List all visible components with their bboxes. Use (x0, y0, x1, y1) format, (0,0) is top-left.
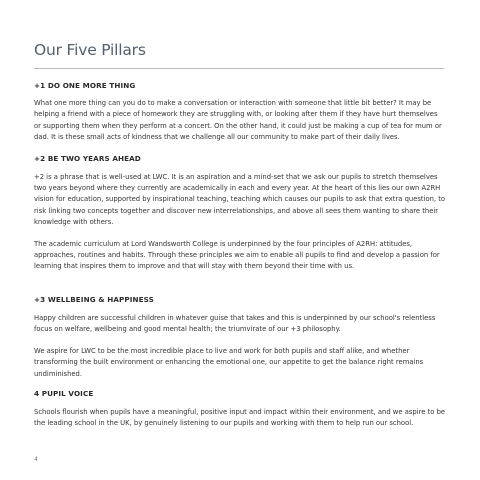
section-heading-two-years-ahead: +2 BE TWO YEARS AHEAD (34, 153, 141, 163)
section-heading-wellbeing-happiness: +3 WELLBEING & HAPPINESS (34, 294, 154, 304)
section-heading-pupil-voice: 4 PUPIL VOICE (34, 388, 94, 398)
section-paragraph: The academic curriculum at Lord Wandsworth College is underpinned by the four principles of A2RH: attitudes, approaches, routines and habits. Through these principles we aim to enable all pupils to find and develop a passion for learning that inspires them to improve and that will stay with them beyond their time with us. (34, 239, 440, 271)
page-number: 4 (34, 456, 38, 463)
section-paragraph: Schools flourish when pupils have a meaningful, positive input and impact within their environment, and we aspire to be the leading school in the UK, by genuinely listening to our pupils and working with them to help run our school. (34, 407, 446, 428)
section-heading-one-more-thing: +1 DO ONE MORE THING (34, 81, 136, 90)
section-paragraph: We aspire for LWC to be the most incredible place to live and work for both pupils and staff alike, and whether transforming the built environment or enhancing the emotional one, our appetite to get the balance right remains undiminished. (34, 346, 424, 378)
section-paragraph: +2 is a phrase that is well-used at LWC. It is an aspiration and a mind-set that we ask our pupils to stretch themselves two years beyond where they currently are academically in each and every year. At the heart of this lies our own A2RH vision for education, supported by inspirational teaching, teaching which causes our pupils to ask that extra question, to risk linking two concepts together and discover new interrelationships, and above all sees them wanting to share their knowledge with others. (34, 172, 446, 227)
section-paragraph: What one more thing can you do to make a conversation or interaction with someone that little bit better? It may be helping a friend with a piece of homework they are struggling with, or looking after them if they have hurt themselves or supporting them when they perform at a concert. On the other hand, it could just be making a cup of tea for mum or dad. It is these small acts of kindness that we challenge all our community to make part of their daily lives. (34, 99, 442, 142)
pillars-content (34, 80, 446, 430)
page-title: Our Five Pillars (34, 41, 146, 59)
title-divider (34, 68, 444, 69)
section-paragraph: Happy children are successful children in whatever guise that takes and this is underpinned by our school's relentless focus on welfare, wellbeing and good mental health; the triumvirate of our +3 philosophy. (34, 313, 436, 334)
